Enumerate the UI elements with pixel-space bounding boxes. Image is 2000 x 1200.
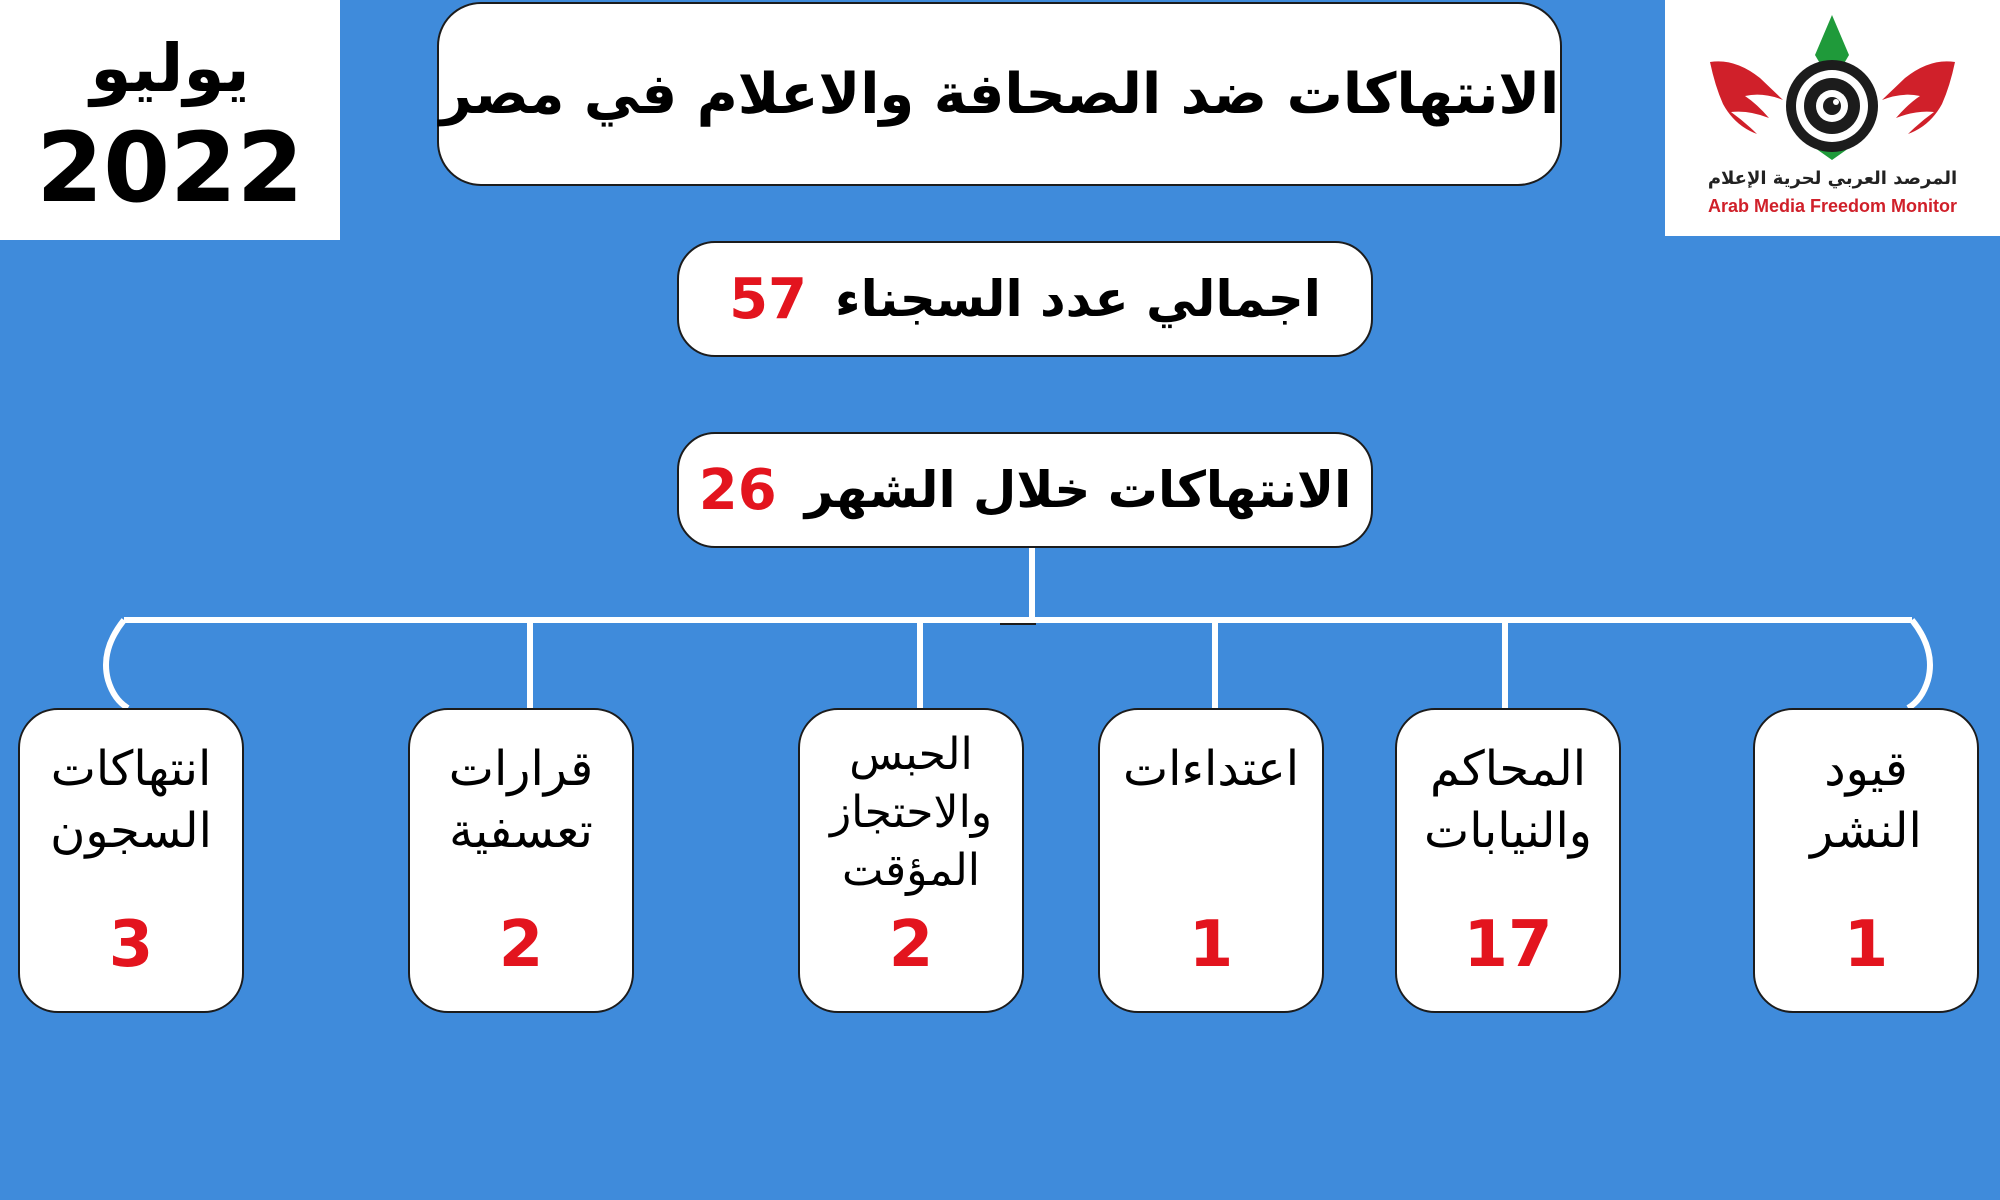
date-panel [0, 0, 340, 240]
category-label: قيود النشر [1810, 741, 1922, 859]
category-card-publishing-restrictions [1753, 708, 1979, 1013]
category-label: الحبس والاحتجاز المؤقت [829, 729, 993, 896]
logo-panel [1665, 0, 2000, 236]
main-title: الانتهاكات ضد الصحافة والاعلام في مصر [439, 61, 1560, 127]
date-year: 2022 [36, 112, 304, 224]
category-label: انتهاكات السجون [50, 741, 212, 859]
category-card-prison-violations [18, 708, 244, 1013]
category-card-arbitrary-decisions [408, 708, 634, 1013]
prisoners-value: 57 [729, 266, 808, 332]
category-card-detention [798, 708, 1024, 1013]
prisoners-label: اجمالي عدد السجناء [835, 270, 1321, 328]
category-value: 1 [1188, 908, 1234, 982]
prisoners-stat-box [677, 241, 1373, 357]
category-label: المحاكم والنيابات [1424, 741, 1592, 859]
logo-english-name: Arab Media Freedom Monitor [1707, 196, 1958, 216]
category-value: 3 [108, 908, 154, 982]
category-value: 17 [1463, 908, 1553, 982]
category-label: اعتداءات [1122, 741, 1300, 797]
category-card-assaults [1098, 708, 1324, 1013]
main-title-box [437, 2, 1562, 186]
violations-stat-box [677, 432, 1373, 548]
violations-value: 26 [698, 457, 777, 523]
category-value: 1 [1843, 908, 1889, 982]
category-card-courts-prosecution [1395, 708, 1621, 1013]
organization-logo [1665, 0, 2000, 170]
category-label: قرارات تعسفية [448, 741, 594, 859]
logo-arabic-name: المرصد العربي لحرية الإعلام [1707, 168, 1958, 189]
category-value: 2 [888, 908, 934, 982]
date-month: يوليو [90, 30, 250, 107]
violations-label: الانتهاكات خلال الشهر [804, 461, 1352, 519]
category-value: 2 [498, 908, 544, 982]
